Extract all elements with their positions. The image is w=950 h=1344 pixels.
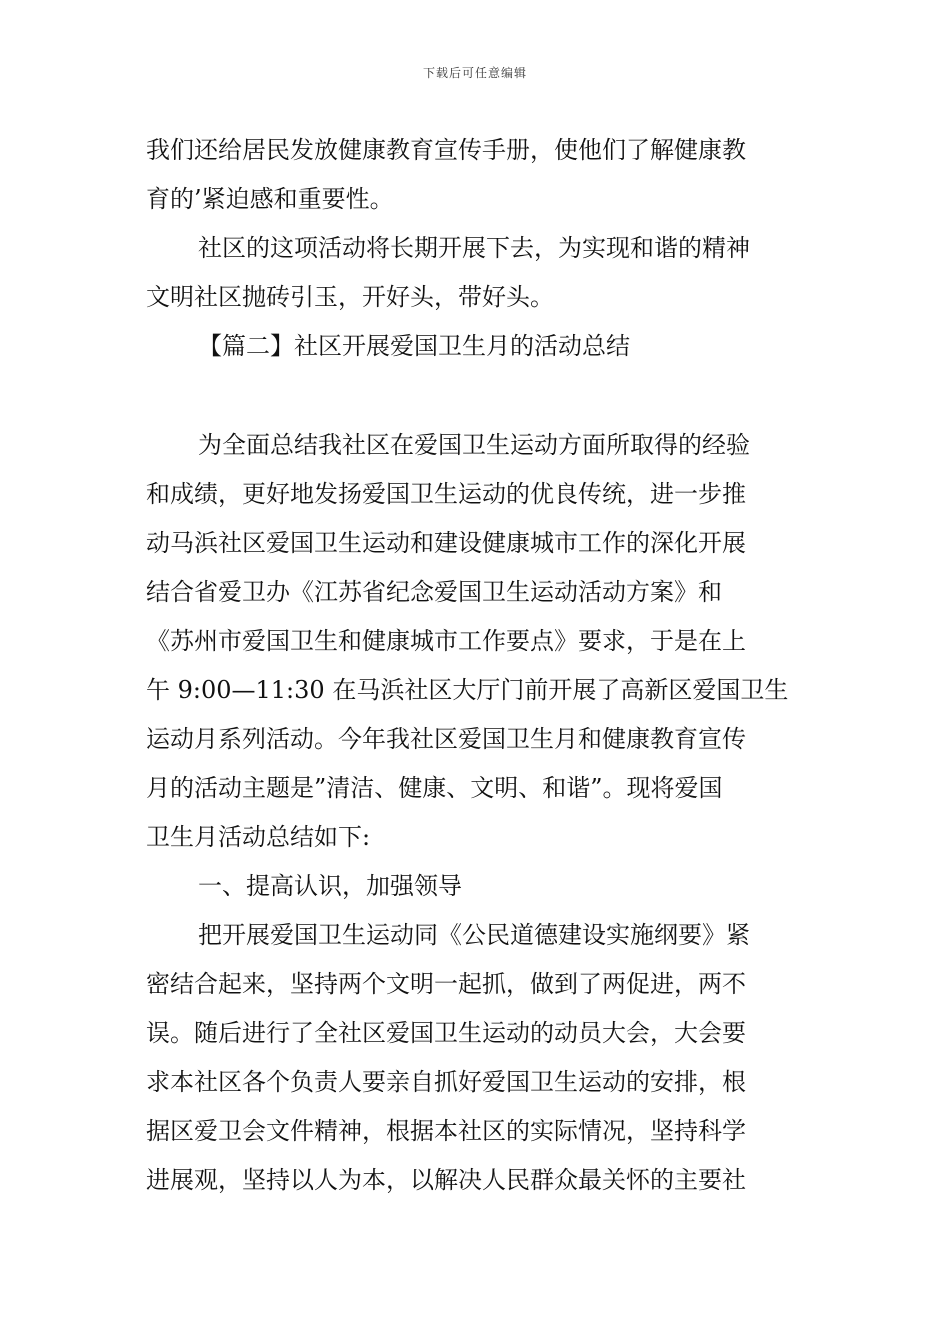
text-line: 社区的这项活动将长期开展下去，为实现和谐的精神	[198, 234, 750, 262]
text-line: 我们还给居民发放健康教育宣传手册，使他们了解健康教	[146, 136, 746, 164]
text-line: 午 9:00—11:30 在马浜社区大厅门前开展了高新区爱国卫生	[146, 676, 789, 704]
paragraph-4	[146, 911, 808, 1205]
text-line: 月的活动主题是”清洁、健康、文明、和谐”。现将爱国	[146, 774, 723, 802]
text-line: 结合省爱卫办《江苏省纪念爱国卫生运动活动方案》和	[146, 578, 722, 606]
text-line: 为全面总结我社区在爱国卫生运动方面所取得的经验	[198, 431, 750, 459]
page-header: 下载后可任意编辑	[422, 66, 527, 80]
text-line: 误。随后进行了全社区爱国卫生运动的动员大会，大会要	[146, 1019, 746, 1047]
paragraph-2	[146, 224, 808, 322]
text-line: 和成绩，更好地发扬爱国卫生运动的优良传统，进一步推	[146, 480, 746, 508]
text-line: 育的’紧迫感和重要性。	[146, 185, 394, 213]
subsection-heading: 一、提高认识，加强领导	[198, 872, 462, 900]
text-line: 求本社区各个负责人要亲自抓好爱国卫生运动的安排，根	[146, 1068, 746, 1096]
text-line: 把开展爱国卫生运动同《公民道德建设实施纲要》紧	[198, 921, 750, 949]
text-line: 进展观，坚持以人为本，以解决人民群众最关怀的主要社	[146, 1166, 746, 1194]
paragraph-3	[146, 421, 808, 862]
section-heading: 【篇二】社区开展爱国卫生月的活动总结	[198, 332, 630, 360]
blank-line	[146, 371, 808, 421]
text-line: 文明社区抛砖引玉，开好头，带好头。	[146, 283, 554, 311]
text-line: 据区爱卫会文件精神，根据本社区的实际情况，坚持科学	[146, 1117, 746, 1145]
paragraph-1	[146, 126, 808, 224]
document-body	[146, 126, 808, 1205]
text-line: 运动月系列活动。今年我社区爱国卫生月和健康教育宣传	[146, 725, 746, 753]
text-line: 动马浜社区爱国卫生运动和建设健康城市工作的深化开展	[146, 529, 746, 557]
text-line: 卫生月活动总结如下:	[146, 823, 371, 851]
text-line: 密结合起来，坚持两个文明一起抓，做到了两促进，两不	[146, 970, 746, 998]
text-line: 《苏州市爱国卫生和健康城市工作要点》要求，于是在上	[146, 627, 746, 655]
